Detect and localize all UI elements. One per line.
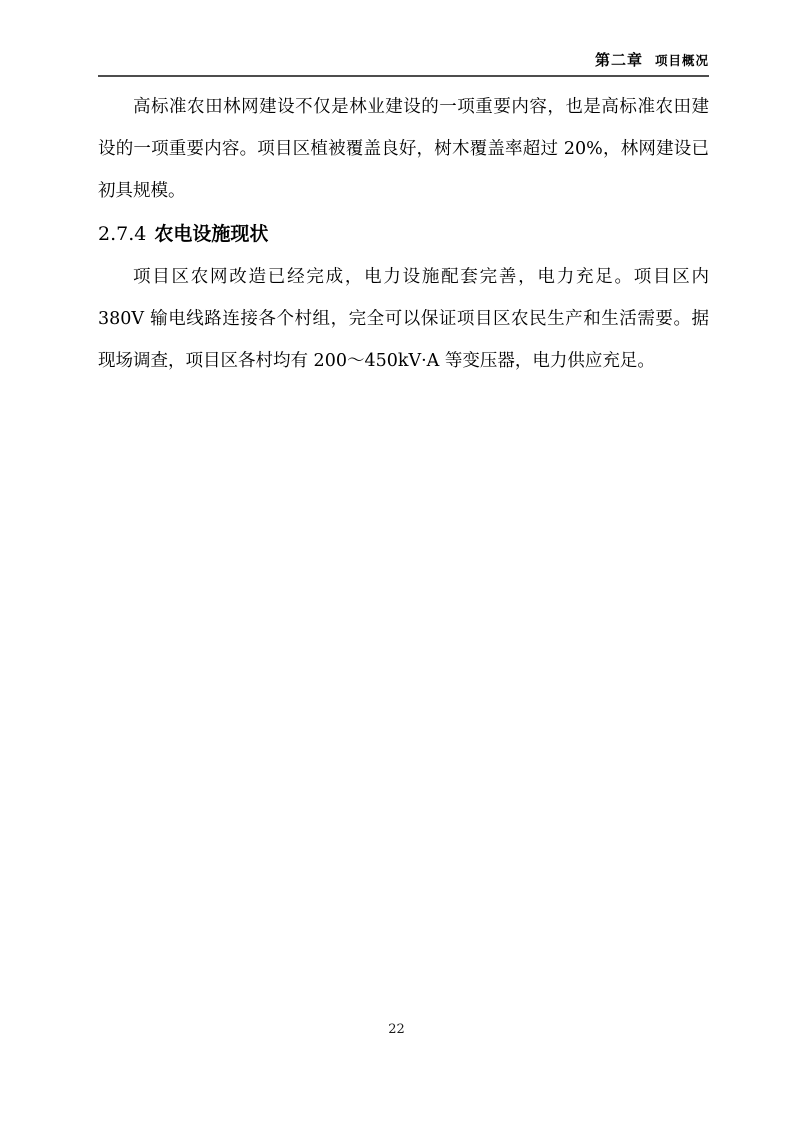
section-heading-number: 2.7.4 bbox=[98, 223, 147, 246]
page-footer bbox=[0, 1022, 793, 1037]
paragraph-rural-power-facilities: 项目区农网改造已经完成，电力设施配套完善，电力充足。项目区内 380V 输电线路连接各个村组，完全可以保证项目区农民生产和生活需要。据现场调查，项目区各村均有 200～450kV·A 等变压器，电力供应充足。 bbox=[98, 267, 709, 372]
page-number: 22 bbox=[388, 1022, 405, 1037]
page-content bbox=[98, 0, 709, 382]
header-chapter-label: 第二章 bbox=[594, 51, 643, 69]
section-heading-2-7-4 bbox=[98, 212, 709, 256]
paragraph-farmland-forest-network: 高标准农田林网建设不仅是林业建设的一项重要内容，也是高标准农田建设的一项重要内容。项目区植被覆盖良好，树木覆盖率超过 20%，林网建设已初具规模。 bbox=[98, 97, 709, 202]
body-text-area bbox=[98, 86, 709, 382]
running-header bbox=[98, 0, 709, 77]
header-section-label: 项目概况 bbox=[654, 53, 709, 68]
section-heading-title: 农电设施现状 bbox=[154, 223, 269, 246]
